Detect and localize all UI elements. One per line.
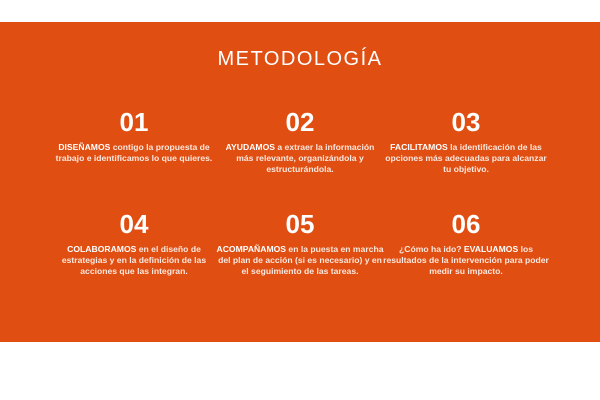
step-card-01 (50, 108, 218, 164)
step-card-04 (50, 210, 218, 277)
step-description: DISEÑAMOS contigo la propuesta de trabajo e identificamos lo que quieres. (55, 142, 213, 163)
step-question: ¿Cómo ha ido? (398, 244, 464, 254)
step-card-03 (382, 108, 550, 175)
step-keyword: COLABORAMOS (67, 244, 137, 254)
step-keyword: ACOMPAÑAMOS (216, 244, 287, 254)
section-title: METODOLOGÍA (217, 48, 383, 70)
step-keyword: AYUDAMOS (225, 142, 275, 152)
step-number: 01 (119, 107, 149, 137)
step-number: 06 (451, 209, 481, 239)
step-number: 04 (119, 209, 149, 239)
step-card-05 (216, 210, 384, 277)
step-description: ¿Cómo ha ido? EVALUAMOS los resultados de la intervención para poder medir su impacto. (383, 244, 549, 276)
step-keyword: EVALUAMOS (463, 244, 519, 254)
step-number: 05 (285, 209, 315, 239)
step-keyword: FACILITAMOS (390, 142, 448, 152)
step-description: FACILITAMOS la identificación de las opciones más adecuadas para alcanzar tu objetivo. (385, 142, 547, 174)
step-number: 03 (451, 107, 481, 137)
step-card-02 (216, 108, 384, 175)
step-keyword: DISEÑAMOS (58, 142, 111, 152)
step-number: 02 (285, 107, 315, 137)
step-description: COLABORAMOS en el diseño de estrategias y en la definición de las acciones que las integran. (61, 244, 207, 276)
step-description: ACOMPAÑAMOS en la puesta en marcha del plan de acción (si es necesario) y en el seguimiento de las tareas. (216, 244, 384, 276)
step-description: AYUDAMOS a extraer la información más relevante, organizándola y estructurándola. (225, 142, 375, 174)
step-card-06 (382, 210, 550, 277)
